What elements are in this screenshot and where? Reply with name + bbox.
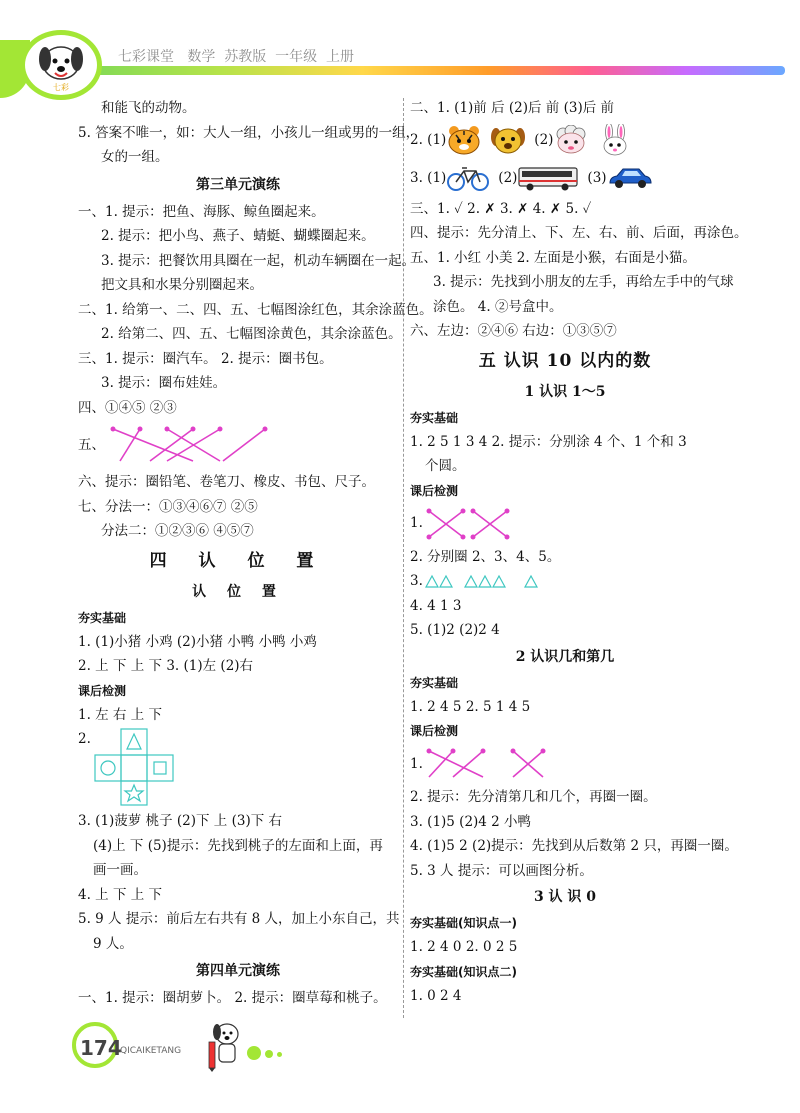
vehicles-row [410, 159, 720, 197]
column-divider [403, 98, 404, 1018]
answer-line: 五、 [78, 436, 105, 453]
answer-line: 三、1. ✓ 2. ✗ 3. ✗ 4. ✗ 5. ✓ [410, 200, 592, 217]
answer-line: 涂色。 4. ②号盒中。 [433, 298, 563, 315]
page-footer [0, 1008, 800, 1113]
matching-lines-diagram [105, 423, 275, 467]
answer-line: 5. (1)2 (2)2 4 [410, 622, 500, 638]
answer-line: 3. [410, 573, 423, 589]
answer-line: 六、左边：②④⑥ 右边：①③⑤⑦ [410, 323, 617, 339]
answer-line: 女的一组。 [101, 149, 169, 165]
decorative-dot [265, 1050, 273, 1058]
answer-line: 5. 答案不唯一，如：大人一组，小孩儿一组或男的一组， [78, 124, 420, 141]
right-column [410, 96, 748, 1008]
triangles-diagram [425, 573, 545, 589]
matching-answer-row [410, 743, 720, 785]
label-basic-point2: 夯实基础(知识点二) [410, 964, 517, 979]
answer-line: 1. 2 4 0 2. 0 2 5 [410, 939, 518, 955]
answer-line: 二、1. 给第一、二、四、五、七幅图涂红色，其余涂蓝色。 [78, 301, 433, 318]
answer-line: 1. 0 2 4 [410, 987, 462, 1004]
answer-line: 四、提示：先分清上、下、左、右、前、后面，再涂色。 [410, 225, 748, 241]
label-basic: 夯实基础 [410, 675, 459, 690]
shape-grid-answer [78, 727, 398, 809]
answer-line: 3. 提示：先找到小朋友的左手，再给左手中的气球 [433, 274, 734, 290]
label-basic-point1: 夯实基础(知识点一) [410, 916, 517, 930]
label-basic: 夯实基础 [410, 410, 459, 425]
answer-line: 1. [410, 755, 423, 772]
shape-grid-diagram [93, 727, 177, 807]
matching-answer-row [410, 503, 720, 545]
label-after-class: 课后检测 [78, 683, 127, 698]
bicycle-icon [446, 165, 490, 191]
decorative-dot [247, 1046, 261, 1060]
answer-line: 5. 9 人 提示：前后左右共有 8 人，加上小东自己，共 [78, 911, 400, 927]
answer-line: 六、提示：圈铅笔、卷笔刀、橡皮、书包、尺子。 [78, 474, 375, 490]
subsection-title: 3 认 识 0 [533, 889, 597, 905]
answer-line: (4)上 下 (5)提示：先找到桃子的左面和上面，再 [93, 837, 383, 854]
answer-line: 七、分法一：①③④⑥⑦ ②⑤ [78, 498, 258, 515]
section-title-unit4-review: 第四单元演练 [196, 963, 280, 979]
page-header [0, 0, 800, 100]
label-after-class: 课后检测 [410, 724, 459, 738]
answer-line: 3. (1)菠萝 桃子 (2)下 上 (3)下 右 [78, 813, 282, 829]
label-basic: 夯实基础 [78, 610, 127, 625]
answer-line: 1. 2 5 1 3 4 2. 提示：分别涂 4 个、1 个和 3 [410, 433, 687, 450]
sheep-face-icon [553, 125, 589, 155]
matching-lines-diagram [423, 505, 515, 543]
svg-text:七彩: 七彩 [53, 83, 69, 92]
answer-line: 一、1. 提示：把鱼、海豚、鲸鱼圈起来。 [78, 203, 325, 220]
section-title-unit3-review: 第三单元演练 [196, 176, 280, 193]
answer-line: 9 人。 [93, 935, 133, 952]
triangles-answer-row [410, 569, 720, 594]
footer-brand: QICAIKETANG [120, 1046, 182, 1056]
answer-line: 1. 左 右 上 下 [78, 706, 163, 723]
tiger-face-icon [446, 125, 482, 155]
answer-line: 把文具和水果分别圈起来。 [101, 277, 263, 293]
answer-line: 2. 分别圈 2、3、4、5。 [410, 548, 561, 565]
answer-line: 二、1. (1)前 后 (2)后 前 (3)后 前 [410, 100, 614, 116]
answer-line: 2. [78, 731, 91, 747]
dog-mascot-logo [20, 30, 102, 100]
answer-line: 3. 提示：圈布娃娃。 [101, 375, 227, 391]
header-title: 七彩课堂 数学 苏教版 一年级 上册 [118, 49, 355, 65]
page-number: 174 [80, 1036, 122, 1060]
answer-line: 4. 4 1 3 [410, 597, 462, 614]
answer-line: 画一画。 [93, 862, 147, 878]
answer-line: (2) [534, 131, 554, 148]
dog-icon [25, 35, 97, 95]
animal-faces-row [410, 121, 720, 159]
answer-line: 分法二：①②③⑥ ④⑤⑦ [101, 523, 254, 539]
answer-line: 5. 3 人 提示：可以画图分析。 [410, 862, 593, 879]
answer-line: 2. 提示：把小鸟、燕子、蜻蜓、蝴蝶圈起来。 [101, 228, 375, 244]
answer-line: 2. 提示：先分清第几和几个，再圈一圈。 [410, 789, 657, 805]
label-after-class: 课后检测 [410, 483, 459, 498]
dog-face-icon [490, 125, 526, 155]
answer-line: 和能飞的动物。 [101, 100, 196, 116]
answer-line: 2. 上 下 上 下 3. (1)左 (2)右 [78, 658, 254, 674]
dog-mascot-icon [205, 1020, 245, 1072]
header-rainbow-bar [80, 66, 785, 75]
answer-line: 3. (1)5 (2)4 2 小鸭 [410, 813, 532, 830]
answer-line: (2) [498, 169, 518, 186]
answer-line: 个圆。 [425, 458, 466, 474]
answer-line: 四、①④⑤ ②③ [78, 399, 177, 416]
decorative-dot [277, 1052, 282, 1057]
answer-line: 三、1. 提示：圈汽车。 2. 提示：圈书包。 [78, 350, 333, 367]
answer-line: 4. (1)5 2 (2)提示：先找到从后数第 2 只，再圈一圈。 [410, 838, 738, 854]
answer-line: 2. (1) [410, 131, 447, 148]
answer-line: 3. 提示：把餐饮用具圈在一起，机动车辆圈在一起。 [101, 252, 416, 269]
car-icon [607, 165, 653, 191]
answer-line: 3. (1) [410, 169, 447, 186]
matching-lines-diagram [423, 745, 553, 783]
rabbit-face-icon [597, 124, 633, 156]
subsection-title: 认 位 置 [192, 583, 284, 600]
subsection-title: 2 认识几和第几 [515, 648, 615, 665]
answer-line: 1. [410, 515, 423, 532]
chapter-title-5: 五 认识 10 以内的数 [478, 350, 652, 371]
answer-line: 1. 2 4 5 2. 5 1 4 5 [410, 698, 531, 715]
answer-line: 五、1. 小红 小美 2. 左面是小猴，右面是小猫。 [410, 249, 696, 266]
answer-line: 一、1. 提示：圈胡萝卜。 2. 提示：圈草莓和桃子。 [78, 990, 387, 1006]
answer-line: (3) [587, 169, 607, 186]
subsection-title: 1 认识 1～5 [524, 383, 606, 400]
answer-line: 2. 给第二、四、五、七幅图涂黄色，其余涂蓝色。 [101, 326, 402, 342]
bus-icon [517, 165, 579, 191]
answer-line: 1. (1)小猪 小鸡 (2)小猪 小鸭 小鸭 小鸡 [78, 633, 317, 650]
chapter-title-4: 四 认 位 置 [149, 550, 327, 571]
matching-answer-row [78, 420, 398, 470]
answer-line: 4. 上 下 上 下 [78, 886, 163, 903]
